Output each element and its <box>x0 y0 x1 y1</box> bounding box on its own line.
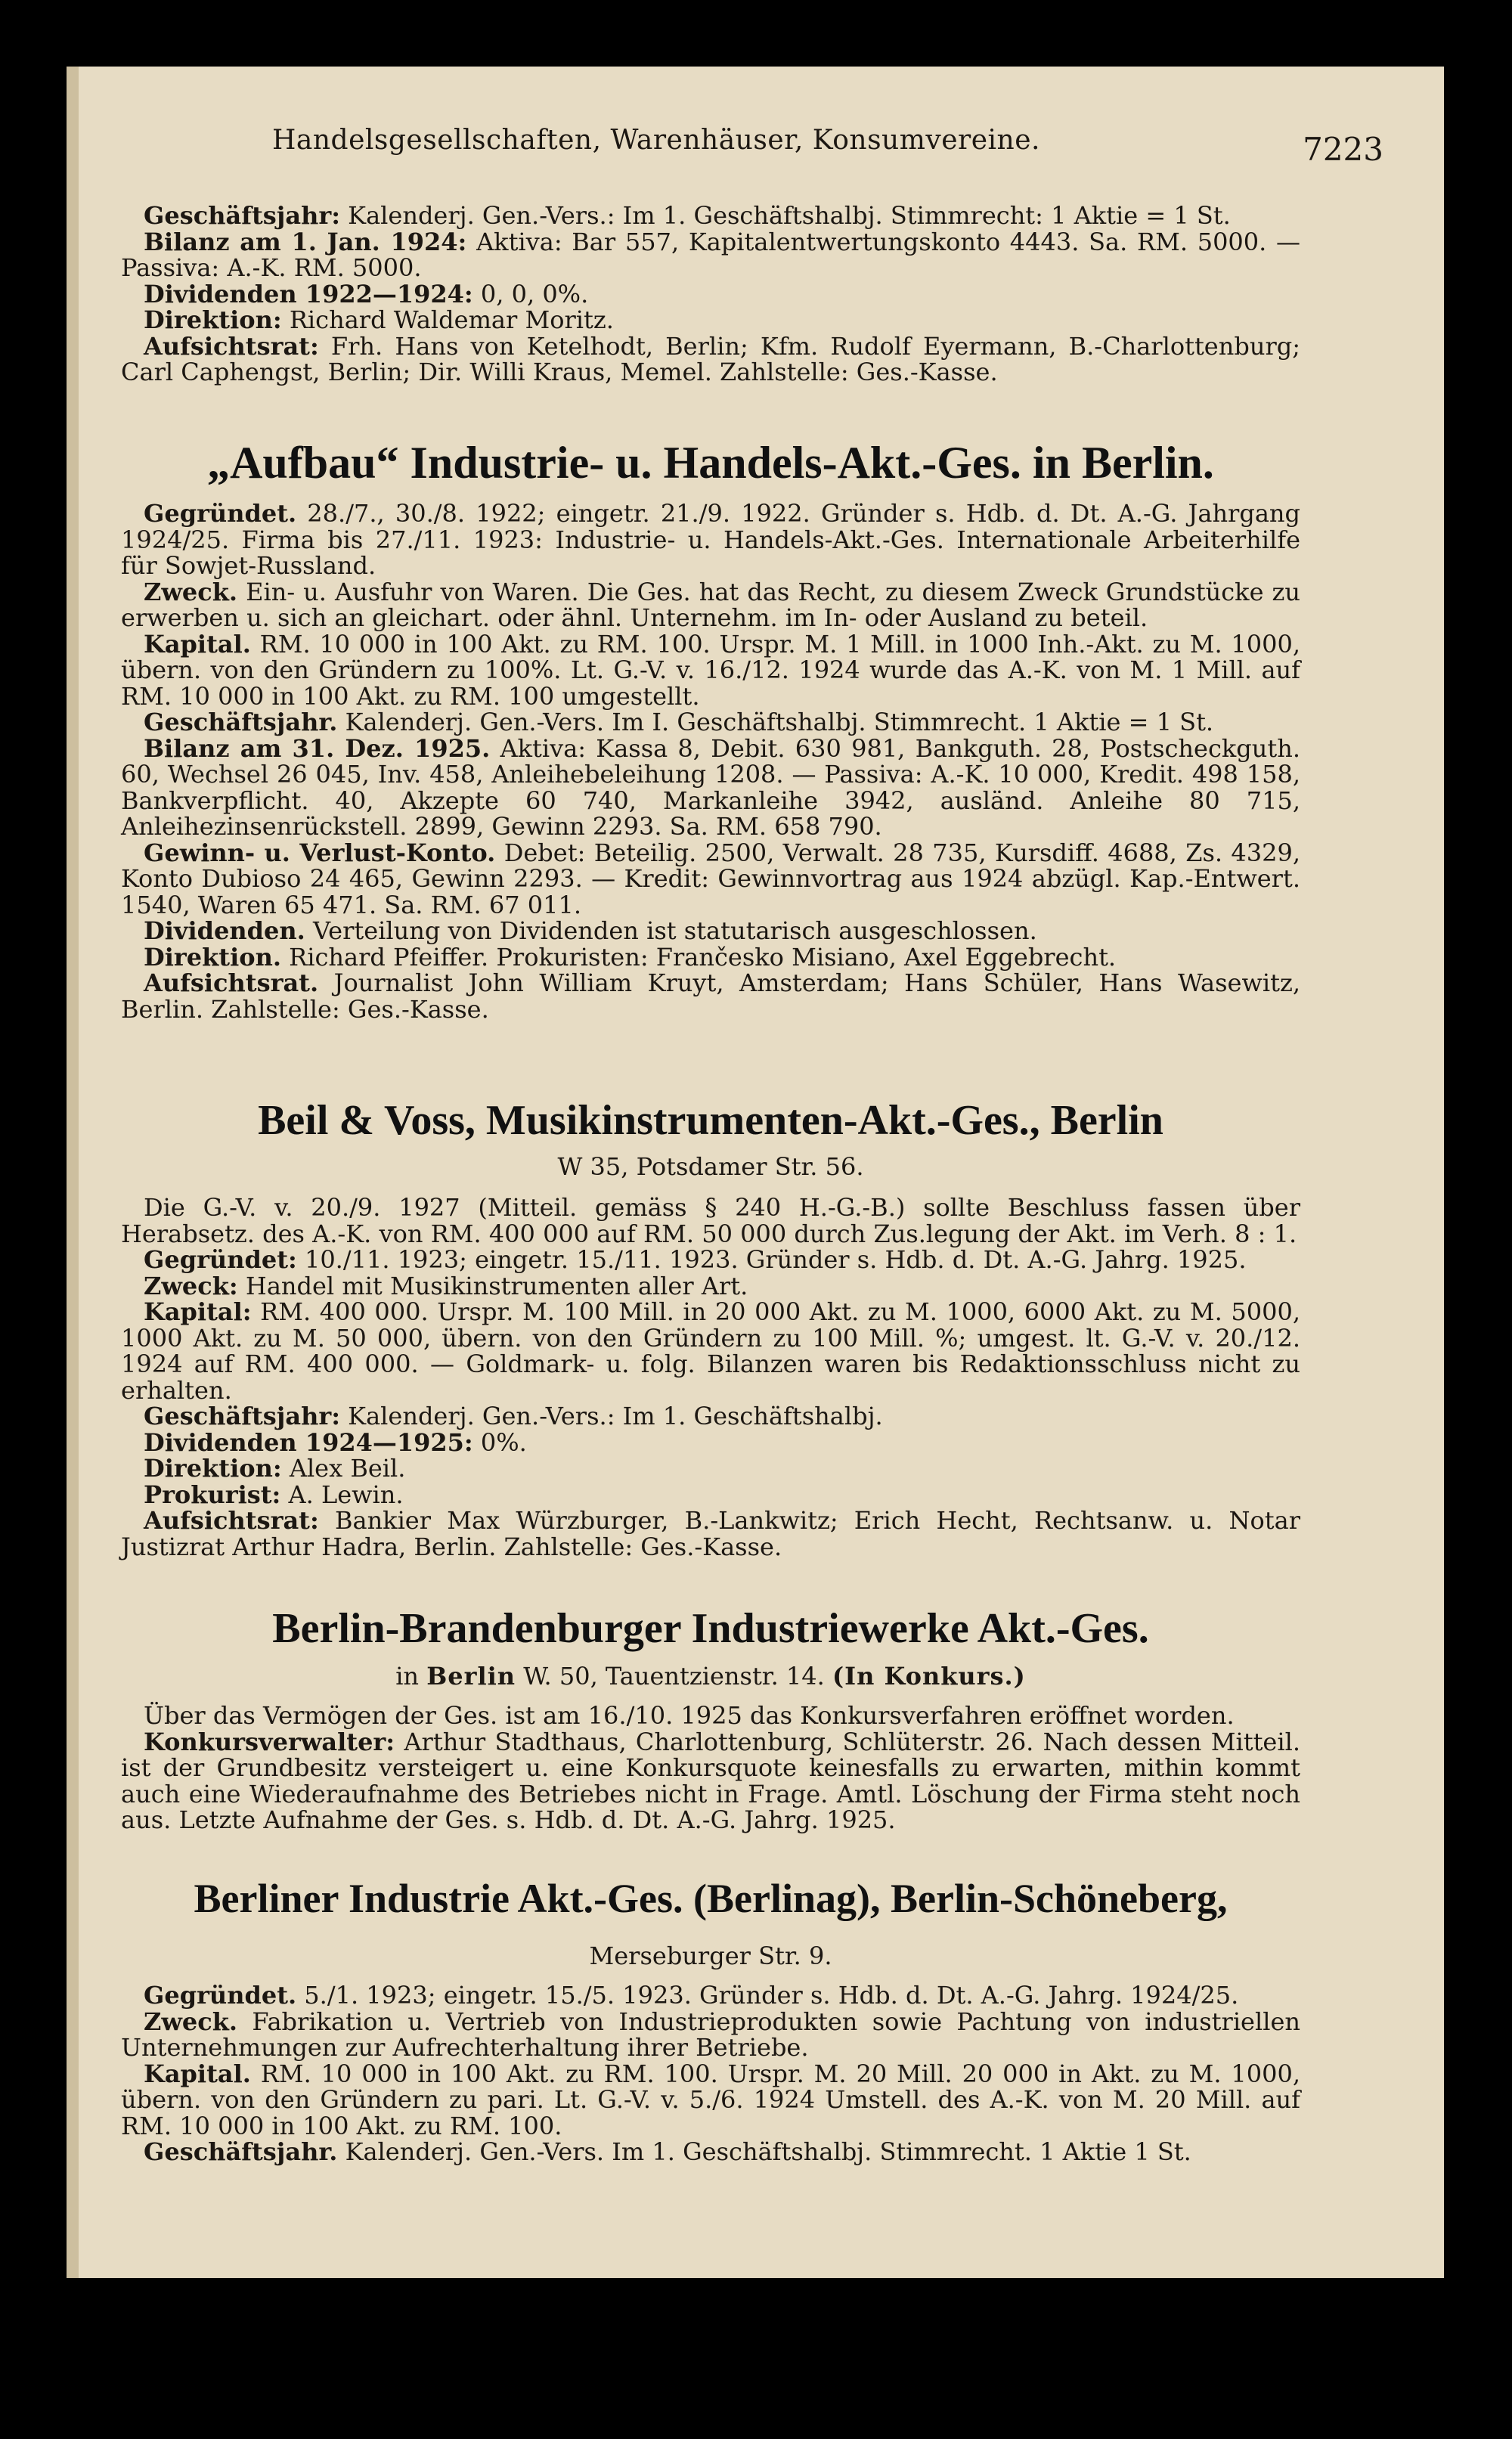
entry-label: Kapital. <box>144 2059 251 2088</box>
company-entry <box>121 1703 1300 1833</box>
entry-line <box>121 307 1300 333</box>
entry-text: Über das Vermögen der Ges. ist am 16./10. 1925 das Konkursverfahren eröffnet worden. <box>144 1701 1235 1730</box>
entry-label: Aufsichtsrat: <box>144 331 319 361</box>
entry-text: Bankier Max Würzburger, B.-Lankwitz; Erich Hecht, Rechtsanw. u. Notar Justizrat Arthur Hadra, Berlin. Zahlstelle: Ges.-Kasse. <box>121 1506 1301 1561</box>
entry-line <box>121 1508 1300 1560</box>
entry-label: Geschäftsjahr. <box>144 708 338 736</box>
entry-line <box>121 1403 1300 1430</box>
entry-label: Zweck: <box>144 1271 238 1300</box>
entry-text: RM. 10 000 in 100 Akt. zu RM. 100. Urspr. M. 20 Mill. 20 000 in Akt. zu M. 1000, übern. von den Gründern zu pari. Lt. G.-V. v. 5./6. 1924 Umstell. des A.-K. von M. 20 Mill. auf RM. 10 000 in 100 Akt. zu RM. 100. <box>121 2059 1301 2140</box>
entry-label: Dividenden 1924—1925: <box>144 1427 473 1457</box>
entry-label: Direktion: <box>144 305 282 334</box>
company-address <box>91 1662 1331 1691</box>
entry-label: Aufsichtsrat. <box>144 968 319 997</box>
insolvency-status: (In Konkurs.) <box>832 1662 1026 1691</box>
entry-line <box>121 1482 1300 1508</box>
company-entry <box>121 1982 1300 2165</box>
company-title: Berlin-Brandenburger Industriewerke Akt.-Ges. <box>272 1605 1149 1652</box>
gutter-shadow <box>67 67 79 2278</box>
address-prefix: in <box>395 1662 420 1691</box>
entry-label: Prokurist: <box>144 1480 281 1509</box>
entry-text: RM. 400 000. Urspr. M. 100 Mill. in 20 000 Akt. zu M. 1000, 6000 Akt. zu M. 5000, 1000 Akt. zu M. 50 000, übern. von den Gründern zu 100 Mill. %; umgest. lt. G.-V. v. 20./12. 1924 auf RM. 400 000. — Goldmark- u. folg. Bilanzen waren bis Redaktionsschluss nicht zu erhalten. <box>121 1297 1301 1405</box>
company-title: Berliner Industrie Akt.-Ges. (Berlinag), Berlin-Schöneberg, <box>194 1876 1228 1921</box>
entry-line <box>121 944 1300 971</box>
header-title: Handelsgesellschaften, Warenhäuser, Konsumvereine. <box>272 125 1040 156</box>
entry-text: Arthur Stadthaus, Charlottenburg, Schlüterstr. 26. Nach dessen Mitteil. ist der Grundbesitz versteigert u. eine Konkursquote keinesfalls zu erwarten, mithin kommt auch eine Wiederaufnahme des Betriebes nicht in Frage. Amtl. Löschung der Firma steht noch aus. Letzte Aufnahme der Ges. s. Hdb. d. Dt. A.-G. Jahrg. 1925. <box>121 1727 1301 1834</box>
entry-text: 0%. <box>480 1427 527 1457</box>
entry-label: Kapital: <box>144 1297 252 1326</box>
entry-line <box>121 501 1300 579</box>
company-entry <box>121 1195 1300 1560</box>
entry-line <box>121 2009 1300 2061</box>
entry-line <box>121 1729 1300 1833</box>
entry-text: Richard Pfeiffer. Prokuristen: Frančesko Misiano, Axel Eggebrecht. <box>289 942 1117 972</box>
company-address: W 35, Potsdamer Str. 56. <box>557 1152 864 1181</box>
entry-continuation <box>121 203 1300 386</box>
entry-label: Geschäftsjahr: <box>144 201 340 230</box>
company-address: Merseburger Str. 9. <box>589 1942 832 1970</box>
entry-line <box>121 2061 1300 2140</box>
entry-text: Kalenderj. Gen.-Vers.: Im 1. Geschäftshalbj. Stimmrecht: 1 Aktie = 1 St. <box>348 201 1231 230</box>
running-header <box>272 125 1383 170</box>
entry-line <box>121 840 1300 919</box>
company-entry <box>121 501 1300 1022</box>
entry-label: Aufsichtsrat: <box>144 1506 319 1535</box>
entry-line <box>121 1703 1300 1729</box>
entry-label: Bilanz am 31. Dez. 1925. <box>144 733 491 763</box>
company-title: Beil & Voss, Musikinstrumenten-Akt.-Ges., Berlin <box>258 1097 1163 1144</box>
entry-line <box>121 631 1300 710</box>
entry-text: Kalenderj. Gen.-Vers. Im I. Geschäftshalbj. Stimmrecht. 1 Aktie = 1 St. <box>345 708 1214 736</box>
entry-label: Geschäftsjahr: <box>144 1402 340 1430</box>
entry-label: Gegründet: <box>144 1245 297 1274</box>
entry-line <box>121 709 1300 736</box>
entry-text: 5./1. 1923; eingetr. 15./5. 1923. Gründer s. Hdb. d. Dt. A.-G. Jahrg. 1924/25. <box>304 1981 1239 2010</box>
entry-text: Fabrikation u. Vertrieb von Industrieprodukten sowie Pachtung von industriellen Unternehmungen zur Aufrechterhaltung ihrer Betriebe. <box>121 2007 1301 2062</box>
entry-line <box>121 970 1300 1022</box>
entry-line <box>121 1455 1300 1482</box>
entry-text: Alex Beil. <box>289 1454 406 1483</box>
entry-label: Konkursverwalter: <box>144 1727 395 1756</box>
entry-label: Direktion: <box>144 1454 282 1483</box>
entry-label: Zweck. <box>144 577 238 606</box>
entry-text: 0, 0, 0%. <box>480 279 589 308</box>
entry-text: Handel mit Musikinstrumenten aller Art. <box>245 1271 748 1300</box>
entry-text: Aktiva: Kassa 8, Debit. 630 981, Bankguth. 28, Postscheckguth. 60, Wechsel 26 045, Inv. 458, Anleihebeleihung 1208. — Passiva: A.-K. 10 000, Kredit. 498 158, Bankverpflicht. 40, Akzepte 60 740, Markanleihe 3942, ausländ. Anleihe 80 715, Anleihezinsenrückstell. 2899, Gewinn 2293. Sa. RM. 658 790. <box>121 733 1301 841</box>
entry-label: Kapital. <box>144 629 251 659</box>
entry-text: Kalenderj. Gen.-Vers. Im 1. Geschäftshalbj. Stimmrecht. 1 Aktie 1 St. <box>345 2137 1191 2166</box>
entry-line <box>121 918 1300 944</box>
entry-line <box>121 2139 1300 2165</box>
entry-label: Gegründet. <box>144 499 297 528</box>
entry-label: Bilanz am 1. Jan. 1924: <box>144 227 467 256</box>
entry-text: Aktiva: Bar 557, Kapitalentwertungskonto 4443. Sa. RM. 5000. — Passiva: A.-K. RM. 5000. <box>121 227 1301 282</box>
entry-label: Dividenden. <box>144 916 305 945</box>
entry-label: Gewinn- u. Verlust-Konto. <box>144 838 496 867</box>
entry-line <box>121 281 1300 308</box>
entry-text: RM. 10 000 in 100 Akt. zu RM. 100. Urspr. M. 1 Mill. in 1000 Inh.-Akt. zu M. 1000, übern. von den Gründern zu 100%. Lt. G.-V. v. 16./12. 1924 wurde das A.-K. von M. 1 Mill. auf RM. 10 000 in 100 Akt. zu RM. 100 umgestellt. <box>121 629 1301 711</box>
entry-label: Zweck. <box>144 2007 238 2036</box>
entry-line <box>121 1195 1300 1247</box>
entry-text: Die G.-V. v. 20./9. 1927 (Mitteil. gemäss § 240 H.-G.-B.) sollte Beschluss fassen über Herabsetz. des A.-K. von RM. 400 000 auf RM. 50 000 durch Zus.legung der Akt. im Verh. 8 : 1. <box>121 1193 1300 1248</box>
entry-text: Journalist John William Kruyt, Amsterdam; Hans Schüler, Hans Wasewitz, Berlin. Zahlstelle: Ges.-Kasse. <box>121 968 1301 1024</box>
entry-text: Verteilung von Dividenden ist statutarisch ausgeschlossen. <box>312 916 1037 945</box>
entry-label: Dividenden 1922—1924: <box>144 279 473 308</box>
entry-line <box>121 203 1300 229</box>
address-city: Berlin <box>426 1662 516 1691</box>
company-title: „Aufbau“ Industrie- u. Handels-Akt.-Ges. in Berlin. <box>207 438 1214 488</box>
entry-line <box>121 1273 1300 1300</box>
entry-text: 10./11. 1923; eingetr. 15./11. 1923. Gründer s. Hdb. d. Dt. A.-G. Jahrg. 1925. <box>304 1245 1247 1274</box>
entry-text: Debet: Beteilig. 2500, Verwalt. 28 735, Kursdiff. 4688, Zs. 4329, Konto Dubioso 24 465, Gewinn 2293. — Kredit: Gewinnvortrag aus 1924 abzügl. Kap.-Entwert. 1540, Waren 65 471. Sa. RM. 67 011. <box>121 838 1301 919</box>
entry-text: Frh. Hans von Ketelhodt, Berlin; Kfm. Rudolf Eyermann, B.-Charlottenburg; Carl Caphengst, Berlin; Dir. Willi Kraus, Memel. Zahlstelle: Ges.-Kasse. <box>121 331 1301 386</box>
page-number: 7223 <box>1303 131 1383 168</box>
entry-text: 28./7., 30./8. 1922; eingetr. 21./9. 1922. Gründer s. Hdb. d. Dt. A.-G. Jahrgang 1924/25. Firma bis 27./11. 1923: Industrie- u. Handels-Akt.-Ges. Internationale Arbeiterhilfe für Sowjet-Russland. <box>121 499 1301 580</box>
entry-line <box>121 579 1300 631</box>
entry-line <box>121 1299 1300 1403</box>
entry-label: Gegründet. <box>144 1981 297 2010</box>
entry-line <box>121 1247 1300 1273</box>
entry-text: Ein- u. Ausfuhr von Waren. Die Ges. hat das Recht, zu diesem Zweck Grundstücke zu erwerben u. sich an gleichart. oder ähnl. Unternehm. im In- oder Ausland zu beteil. <box>121 577 1301 632</box>
entry-line <box>121 229 1300 281</box>
entry-line <box>121 1982 1300 2009</box>
entry-line <box>121 1427 1300 1457</box>
entry-line <box>121 333 1300 386</box>
entry-label: Direktion. <box>144 942 281 972</box>
address-street: W. 50, Tauentzienstr. 14. <box>523 1662 825 1691</box>
entry-label: Geschäftsjahr. <box>144 2137 338 2166</box>
entry-text: Kalenderj. Gen.-Vers.: Im 1. Geschäftshalbj. <box>348 1402 883 1430</box>
entry-line <box>121 733 1301 841</box>
entry-text: Richard Waldemar Moritz. <box>289 305 614 334</box>
entry-text: A. Lewin. <box>288 1480 404 1509</box>
